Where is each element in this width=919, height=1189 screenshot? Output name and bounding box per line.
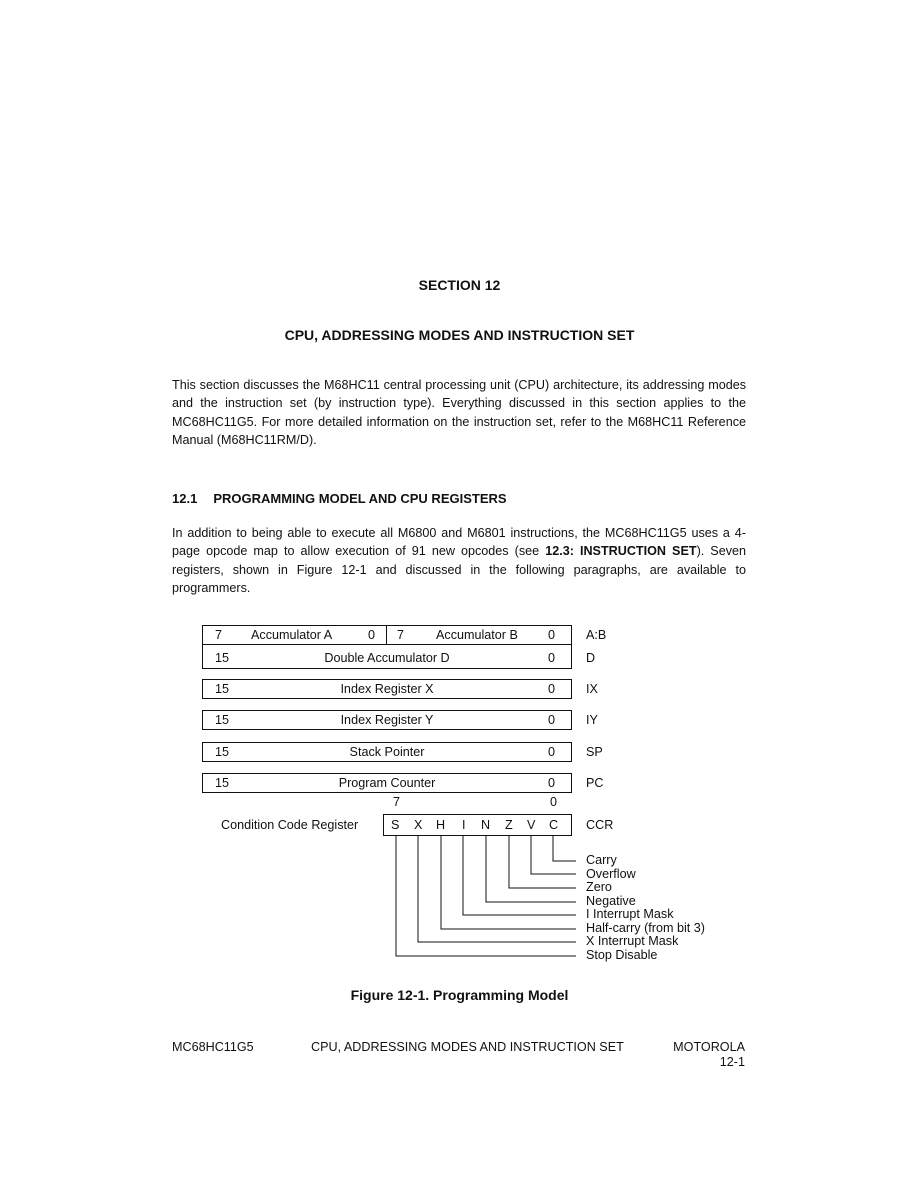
reg-iy-hi: 15 (215, 713, 230, 727)
flag-x-interrupt-mask: X Interrupt Mask (586, 934, 679, 948)
reg-ix-hi: 15 (215, 682, 230, 696)
ccr-name: Condition Code Register (221, 818, 359, 832)
reg-pc-hi: 15 (215, 776, 230, 790)
flag-i-interrupt-mask: I Interrupt Mask (586, 907, 674, 921)
sp-label: SP (586, 745, 603, 759)
leader-carry (553, 836, 576, 861)
flag-stop-disable: Stop Disable (586, 947, 658, 962)
reg-iy-lo: 0 (548, 713, 556, 727)
acc-a-lo: 0 (368, 628, 376, 642)
intro-paragraph: This section discusses the M68HC11 central processing unit (CPU) architecture, its addressing modes and the instruction set (by instruction type). Everything discussed in this section applies to the MC68HC11G5. For more detailed information on the instruction set, refer to the M68HC11 Reference Manual (M68HC11RM/D). (172, 378, 746, 447)
para-text-1: In addition to being able to execute all M6800 and M6801 instructions, the MC68HC11G5 uses a 4-page opcode map to allow execution of 91 new opcodes (see (172, 526, 746, 559)
para-text-2: ). Seven registers, shown in Figure 12-1 and discussed in the following paragraphs, are available to programmers. (172, 544, 747, 595)
reg-d-hi: 15 (215, 651, 230, 665)
reg-sp-name: Stack Pointer (349, 745, 425, 759)
reg-ix-name: Index Register X (340, 682, 434, 696)
subsection-number: 12.1 (172, 491, 198, 506)
ccr-bit-x: X (414, 818, 423, 832)
ix-label: IX (586, 682, 598, 696)
footer-left: MC68HC11G5 (172, 1040, 254, 1054)
acc-b-name: Accumulator B (436, 628, 518, 642)
ccr-bit-h: H (436, 818, 446, 832)
acc-a-name: Accumulator A (251, 628, 333, 642)
leader-i-interrupt (463, 836, 576, 915)
acc-b-hi: 7 (397, 628, 405, 642)
reg-d-name: Double Accumulator D (324, 651, 450, 665)
leader-x-interrupt (418, 836, 576, 942)
ccr-lo-bit: 0 (550, 795, 558, 809)
ab-label: A:B (586, 628, 607, 642)
reg-d-lo: 0 (548, 651, 556, 665)
reg-sp-hi: 15 (215, 745, 230, 759)
section-reference: 12.3: INSTRUCTION SET (545, 544, 697, 559)
ccr-bit-z: Z (505, 818, 513, 832)
footer-center: CPU, ADDRESSING MODES AND INSTRUCTION SET (311, 1040, 624, 1054)
acc-a-hi: 7 (215, 628, 223, 642)
ccr-bit-i: I (462, 818, 466, 832)
flag-half-carry: Half-carry (from bit 3) (586, 920, 705, 935)
iy-label: IY (586, 713, 598, 727)
reg-ix-lo: 0 (548, 682, 556, 696)
subsection-title: PROGRAMMING MODEL AND CPU REGISTERS (213, 491, 507, 506)
ccr-bit-n: N (481, 818, 491, 832)
section-title: CPU, ADDRESSING MODES AND INSTRUCTION SET (284, 327, 635, 343)
section-number: SECTION 12 (418, 277, 501, 293)
reg-iy-name: Index Register Y (340, 713, 434, 727)
ccr-bit-v: V (527, 818, 536, 832)
ccr-label: CCR (586, 818, 614, 832)
flag-zero: Zero (586, 880, 612, 894)
reg-pc-lo: 0 (548, 776, 556, 790)
pc-label: PC (586, 776, 604, 790)
flag-carry: Carry (586, 853, 617, 867)
ccr-hi-bit: 7 (393, 795, 401, 809)
ccr-bit-c: C (549, 818, 559, 832)
acc-b-lo: 0 (548, 628, 556, 642)
figure-caption: Figure 12-1. Programming Model (350, 987, 569, 1003)
d-label: D (586, 651, 596, 665)
flag-overflow: Overflow (586, 866, 636, 881)
reg-pc-name: Program Counter (338, 776, 436, 790)
flag-negative: Negative (586, 893, 636, 908)
footer-right: MOTOROLA (673, 1040, 745, 1054)
leader-zero (509, 836, 576, 888)
ccr-bit-s: S (391, 818, 400, 832)
reg-sp-lo: 0 (548, 745, 556, 759)
footer-page-number: 12-1 (719, 1055, 745, 1069)
